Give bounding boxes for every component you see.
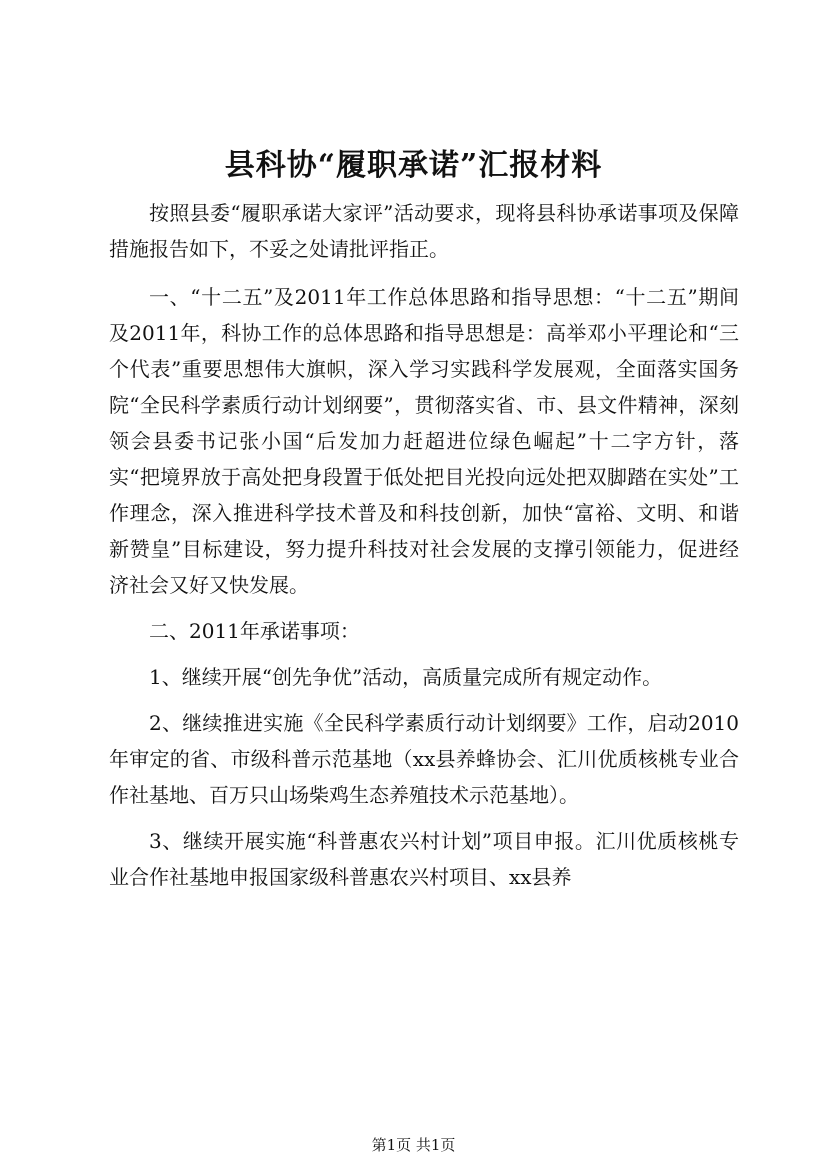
paragraph-item-2: 2、继续推进实施《全民科学素质行动计划纲要》工作，启动2010年审定的省、市级科普示范基地（xx县养蜂协会、汇川优质核桃专业合作社基地、百万只山场柴鸡生态养殖技术示范基地）。 bbox=[109, 711, 739, 807]
paragraph-section-1: 一、“十二五”及2011年工作总体思路和指导思想：“十二五”期间及2011年，科协工作的总体思路和指导思想是：高举邓小平理论和“三个代表”重要思想伟大旗帜，深入学习实践科学发展观，全面落实国务院“全民科学素质行动计划纲要”，贯彻落实省、市、县文件精神，深刻领会县委书记张小国“后发加力赶超进位绿色崛起”十二字方针，落实“把境界放于高处把身段置于低处把目光投向远处把双脚踏在实处”工作理念，深入推进科学技术普及和科技创新，加快“富裕、文明、和谐新赞皇”目标建设，努力提升科技对社会发展的支撑引领能力，促进经济社会又好又快发展。 bbox=[109, 285, 739, 597]
paragraph-intro: 按照县委“履职承诺大家评”活动要求，现将县科协承诺事项及保障措施报告如下，不妥之处请批评指正。 bbox=[109, 201, 739, 261]
paragraph-section-2-heading: 二、2011年承诺事项： bbox=[149, 619, 360, 643]
document-body bbox=[109, 195, 739, 895]
paragraph-item-1: 1、继续开展“创先争优”活动，高质量完成所有规定动作。 bbox=[149, 665, 663, 689]
document-title: 县科协“履职承诺”汇报材料 bbox=[224, 148, 603, 183]
page-footer: 第1页 共1页 bbox=[371, 1136, 456, 1154]
paragraph-item-3: 3、继续开展实施“科普惠农兴村计划”项目申报。汇川优质核桃专业合作社基地申报国家级科普惠农兴村项目、xx县养 bbox=[109, 829, 739, 889]
